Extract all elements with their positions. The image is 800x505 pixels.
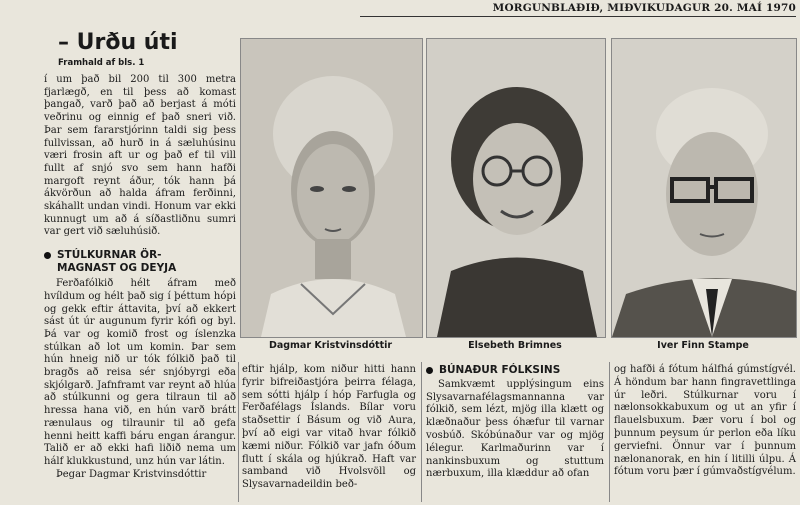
article-paragraph: og hafði á fótum hálfhá gúmstígvél. Á höndum bar hann fingravettlinga úr leðri. Stúlkurnar voru í nælonsokkabuxum og ut an yfir í flauelsbuxum. Þær voru í bol og þunnum peysum úr perlon eða líku gerviefni. Önnur var í þunnum nælonanorak, en hin í litilli úlpu. Á fótum voru þær í gúmvaðstígvélum. <box>614 364 796 478</box>
subheading-clothing <box>426 364 604 377</box>
article-column-1 <box>44 66 236 481</box>
column-rule <box>238 362 239 502</box>
article-paragraph: Samkvæmt upplýsingum eins Slysavarnafélagsmannanna var fólkið, sem lézt, mjög illa klætt og klæðnaður þess óhæfur til varnar vosbúð. Skóbúnaður var og mjög lélegur. Karlmaðurinn var í nankinsbuxum og stuttum nærbuxum, illa klæddur að ofan <box>426 378 604 480</box>
photo-caption: Dagmar Kristvinsdóttir <box>268 340 393 351</box>
article-paragraph: eftir hjálp, kom niður hitti hann fyrir bifreiðastjóra þeirra félaga, sem sótti hjálp í hóp Farfugla og Ferðafélags Íslands. Bílar voru staðsettir í Básum og við Aura, því að eigi var vitað hvar fólkið kæmi niður. Fólkið var jafn óðum flutt í skála og hjúkrað. Haft var samband við Hvolsvöll og Slysavarnadeildin beð- <box>242 364 416 491</box>
subheading-line: MAGNAST OG DEYJA <box>57 262 177 275</box>
masthead-rule <box>360 16 796 17</box>
column-rule <box>421 362 422 502</box>
article-column-3 <box>426 364 604 481</box>
photo-caption: Elsebeth Brimnes <box>468 340 562 351</box>
article-column-2 <box>242 364 416 492</box>
subheading-text: BÚNAÐUR FÓLKSINS <box>439 364 561 376</box>
bullet-icon <box>426 367 433 374</box>
subheading-line: STÚLKURNAR ÖR- <box>57 249 162 262</box>
portrait-photo-dagmar <box>240 38 423 338</box>
portrait-photo-elsebeth <box>426 38 606 338</box>
masthead: MORGUNBLAÐIÐ, MIÐVIKUDAGUR 20. MAÍ 1970 <box>492 2 796 14</box>
article-column-4 <box>614 364 796 479</box>
bullet-icon <box>44 252 51 259</box>
column-rule <box>609 362 610 502</box>
portrait-woman-glasses-icon <box>427 39 605 337</box>
portrait-woman-icon <box>241 39 422 337</box>
subheading-girls <box>44 249 236 275</box>
continued-note: Framhald af bls. 1 <box>58 58 145 68</box>
headline: – Urðu úti <box>58 30 178 55</box>
portrait-man-glasses-icon <box>612 39 796 337</box>
portrait-photo-iver <box>611 38 797 338</box>
article-paragraph: Ferðafólkið hélt áfram með hvíldum og hélt það sig í þéttum hópi og gekk eftir áttavita, því að ekkert sást út úr augunum fyrir kófi og byl. Þá var og komið frost og íslenzka stúlkan að lot um komin. Þar sem hún hneig nið ur tók fólkið það til bragðs að reisa sér snjóbyrgi eða skjólgarð. Jafnframt var reynt að hlúa að stúlkunni og gera tilraun til að hressa hana við, en hún varð brátt rænulaus og tilraunir til að gefa henni heitt kaffi báru engan árangur. Talið er að ekki hafi liðið nema um hálf klukkustund, unz hún var látin. <box>44 278 236 467</box>
photo-caption: Iver Finn Stampe <box>657 340 749 351</box>
article-paragraph: í um það bil 200 til 300 metra fjarlægð, en til þess að komast þangað, varð það að berjast á móti veðrinu og einnig ef það sneri við. Þar sem fararstjórinn taldi sig þess fullvissan, að hurð in á sæluhúsinu væri frosin aft ur og það ef til vill fullt af snjó svo sem hann hafði margoft reynt áður, tók hann þá ákvörðun að halda áfram ferðinni, skáhallt undan vindi. Honum var ekki kunnugt um að á síðastliðnu sumri var gert við sæluhúsið. <box>44 74 236 238</box>
article-paragraph: Þegar Dagmar Kristvinsdóttir <box>56 468 207 480</box>
